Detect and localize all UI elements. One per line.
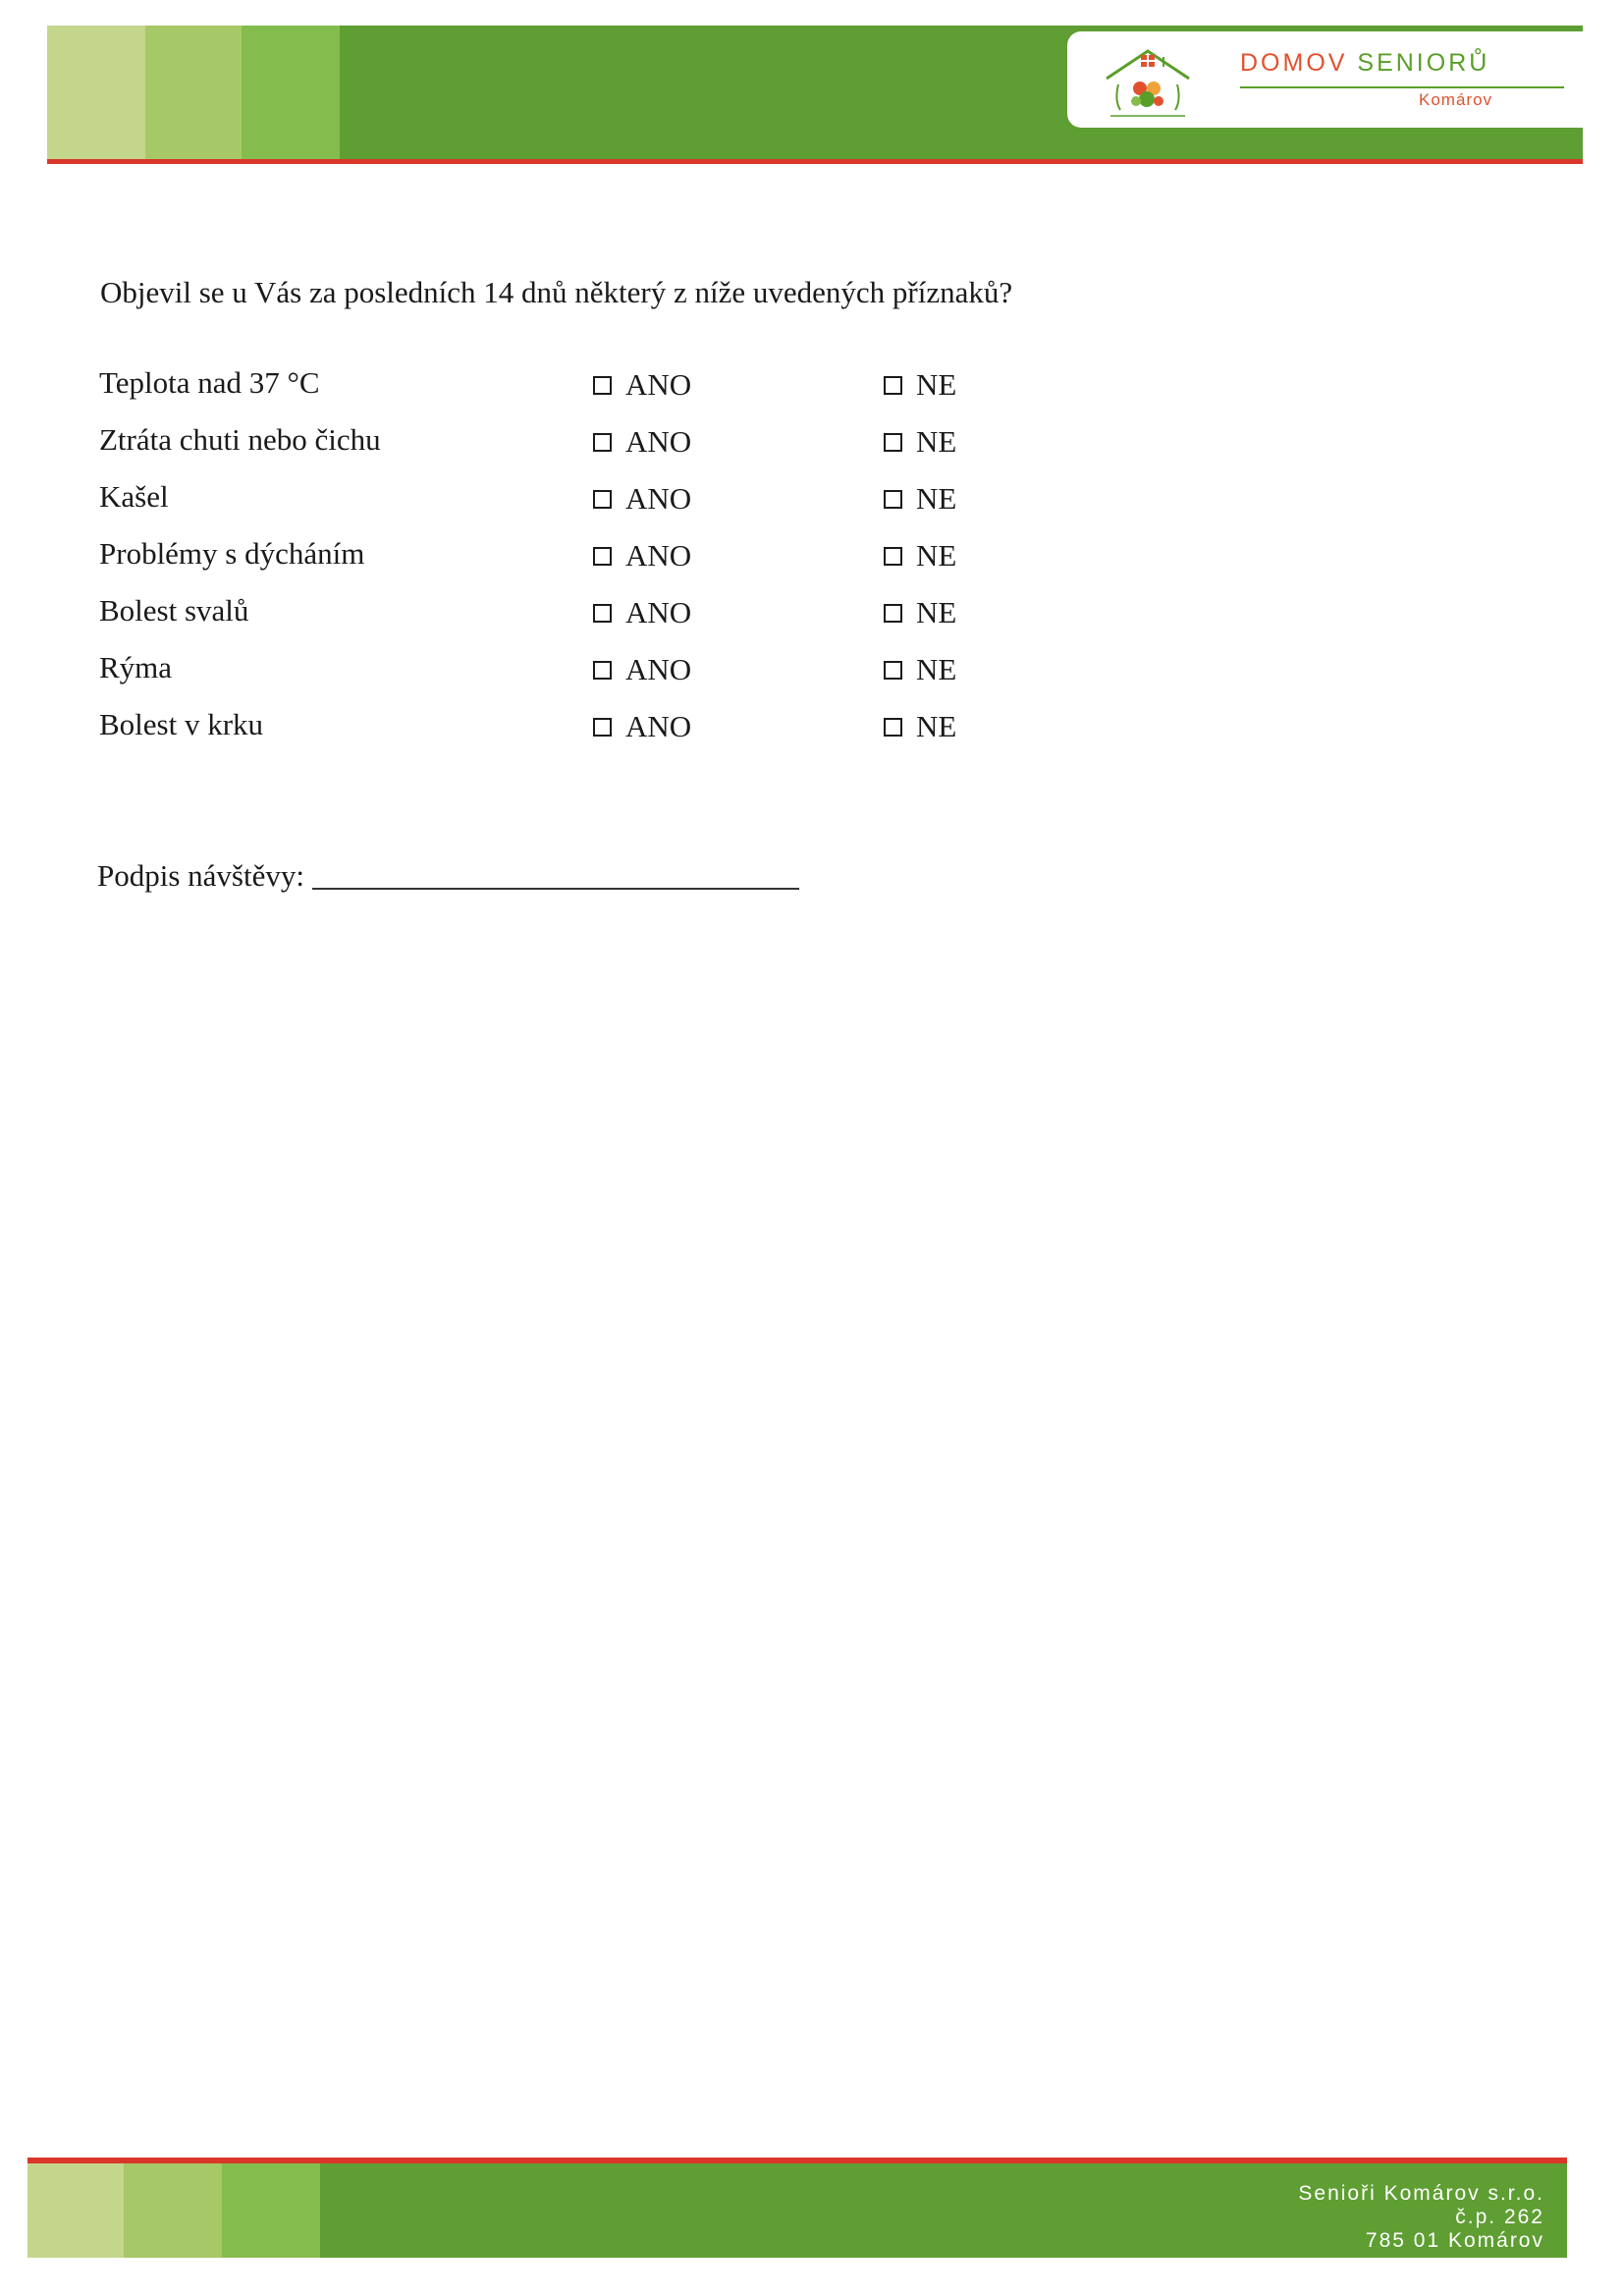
no-checkbox[interactable]: [884, 424, 956, 460]
symptom-row: [0, 593, 1623, 642]
company-address: [1298, 2182, 1544, 2253]
checkbox-icon: [593, 376, 612, 395]
yes-label: ANO: [625, 709, 692, 743]
no-label: NE: [916, 481, 957, 516]
checkbox-icon: [593, 718, 612, 737]
symptom-row: [0, 650, 1623, 699]
no-checkbox[interactable]: [884, 538, 956, 574]
company-city: 785 01 Komárov: [1365, 2229, 1544, 2252]
yes-checkbox[interactable]: [593, 709, 691, 744]
yes-checkbox[interactable]: [593, 367, 691, 403]
no-checkbox[interactable]: [884, 652, 956, 687]
no-checkbox[interactable]: [884, 595, 956, 630]
brand-word-1: DOMOV: [1240, 49, 1348, 77]
checkbox-icon: [884, 433, 902, 452]
yes-checkbox[interactable]: [593, 652, 691, 687]
symptom-row: [0, 536, 1623, 585]
header-band-segment: [242, 26, 340, 163]
symptom-row: [0, 422, 1623, 471]
checkbox-icon: [884, 661, 902, 680]
signature-label: Podpis návštěvy:: [97, 858, 304, 893]
no-label: NE: [916, 652, 957, 686]
symptom-label: Rýma: [99, 650, 173, 684]
question-text: Objevil se u Vás za posledních 14 dnů některý z níže uvedených příznaků?: [100, 275, 1013, 309]
no-checkbox[interactable]: [884, 367, 956, 403]
no-checkbox[interactable]: [884, 709, 956, 744]
checkbox-icon: [593, 490, 612, 509]
no-label: NE: [916, 367, 957, 402]
signature-field: [97, 858, 799, 894]
company-street: č.p. 262: [1455, 2206, 1544, 2228]
symptom-label: Bolest v krku: [99, 707, 264, 741]
symptom-label: Ztráta chuti nebo čichu: [99, 422, 381, 457]
checkbox-icon: [593, 547, 612, 566]
header-band-segment: [145, 26, 242, 163]
yes-label: ANO: [625, 424, 692, 459]
yes-label: ANO: [625, 481, 692, 516]
company-name: Senioři Komárov s.r.o.: [1298, 2182, 1544, 2205]
no-label: NE: [916, 709, 957, 743]
checkbox-icon: [884, 490, 902, 509]
brand-underline: [1240, 86, 1564, 88]
checkbox-icon: [884, 547, 902, 566]
header-red-line: [47, 159, 1583, 164]
checkbox-icon: [593, 661, 612, 680]
brand-name: [1240, 49, 1489, 78]
symptom-row: [0, 707, 1623, 756]
yes-checkbox[interactable]: [593, 424, 691, 460]
yes-label: ANO: [625, 367, 692, 402]
yes-label: ANO: [625, 538, 692, 573]
symptom-label: Problémy s dýcháním: [99, 536, 365, 571]
footer-band-segment: [222, 2163, 320, 2258]
brand-location: Komárov: [1419, 90, 1493, 109]
footer-band-segment: [124, 2163, 222, 2258]
symptom-row: [0, 365, 1623, 414]
checkbox-icon: [593, 604, 612, 623]
symptom-label: Teplota nad 37 °C: [99, 365, 320, 400]
no-checkbox[interactable]: [884, 481, 956, 517]
footer-band-segment: [27, 2163, 124, 2258]
no-label: NE: [916, 424, 957, 459]
checkbox-icon: [884, 604, 902, 623]
no-label: NE: [916, 538, 957, 573]
symptom-row: [0, 479, 1623, 528]
brand-word-2: SENIORŮ: [1357, 49, 1490, 77]
symptom-label: Bolest svalů: [99, 593, 249, 628]
no-label: NE: [916, 595, 957, 629]
house-logo-icon: [1099, 45, 1197, 120]
logo: [1067, 31, 1588, 128]
signature-line[interactable]: [312, 888, 799, 890]
header-band-segment: [47, 26, 145, 163]
checkbox-icon: [884, 718, 902, 737]
yes-checkbox[interactable]: [593, 538, 691, 574]
yes-checkbox[interactable]: [593, 595, 691, 630]
yes-checkbox[interactable]: [593, 481, 691, 517]
checkbox-icon: [884, 376, 902, 395]
symptom-label: Kašel: [99, 479, 169, 514]
yes-label: ANO: [625, 652, 692, 686]
yes-label: ANO: [625, 595, 692, 629]
checkbox-icon: [593, 433, 612, 452]
